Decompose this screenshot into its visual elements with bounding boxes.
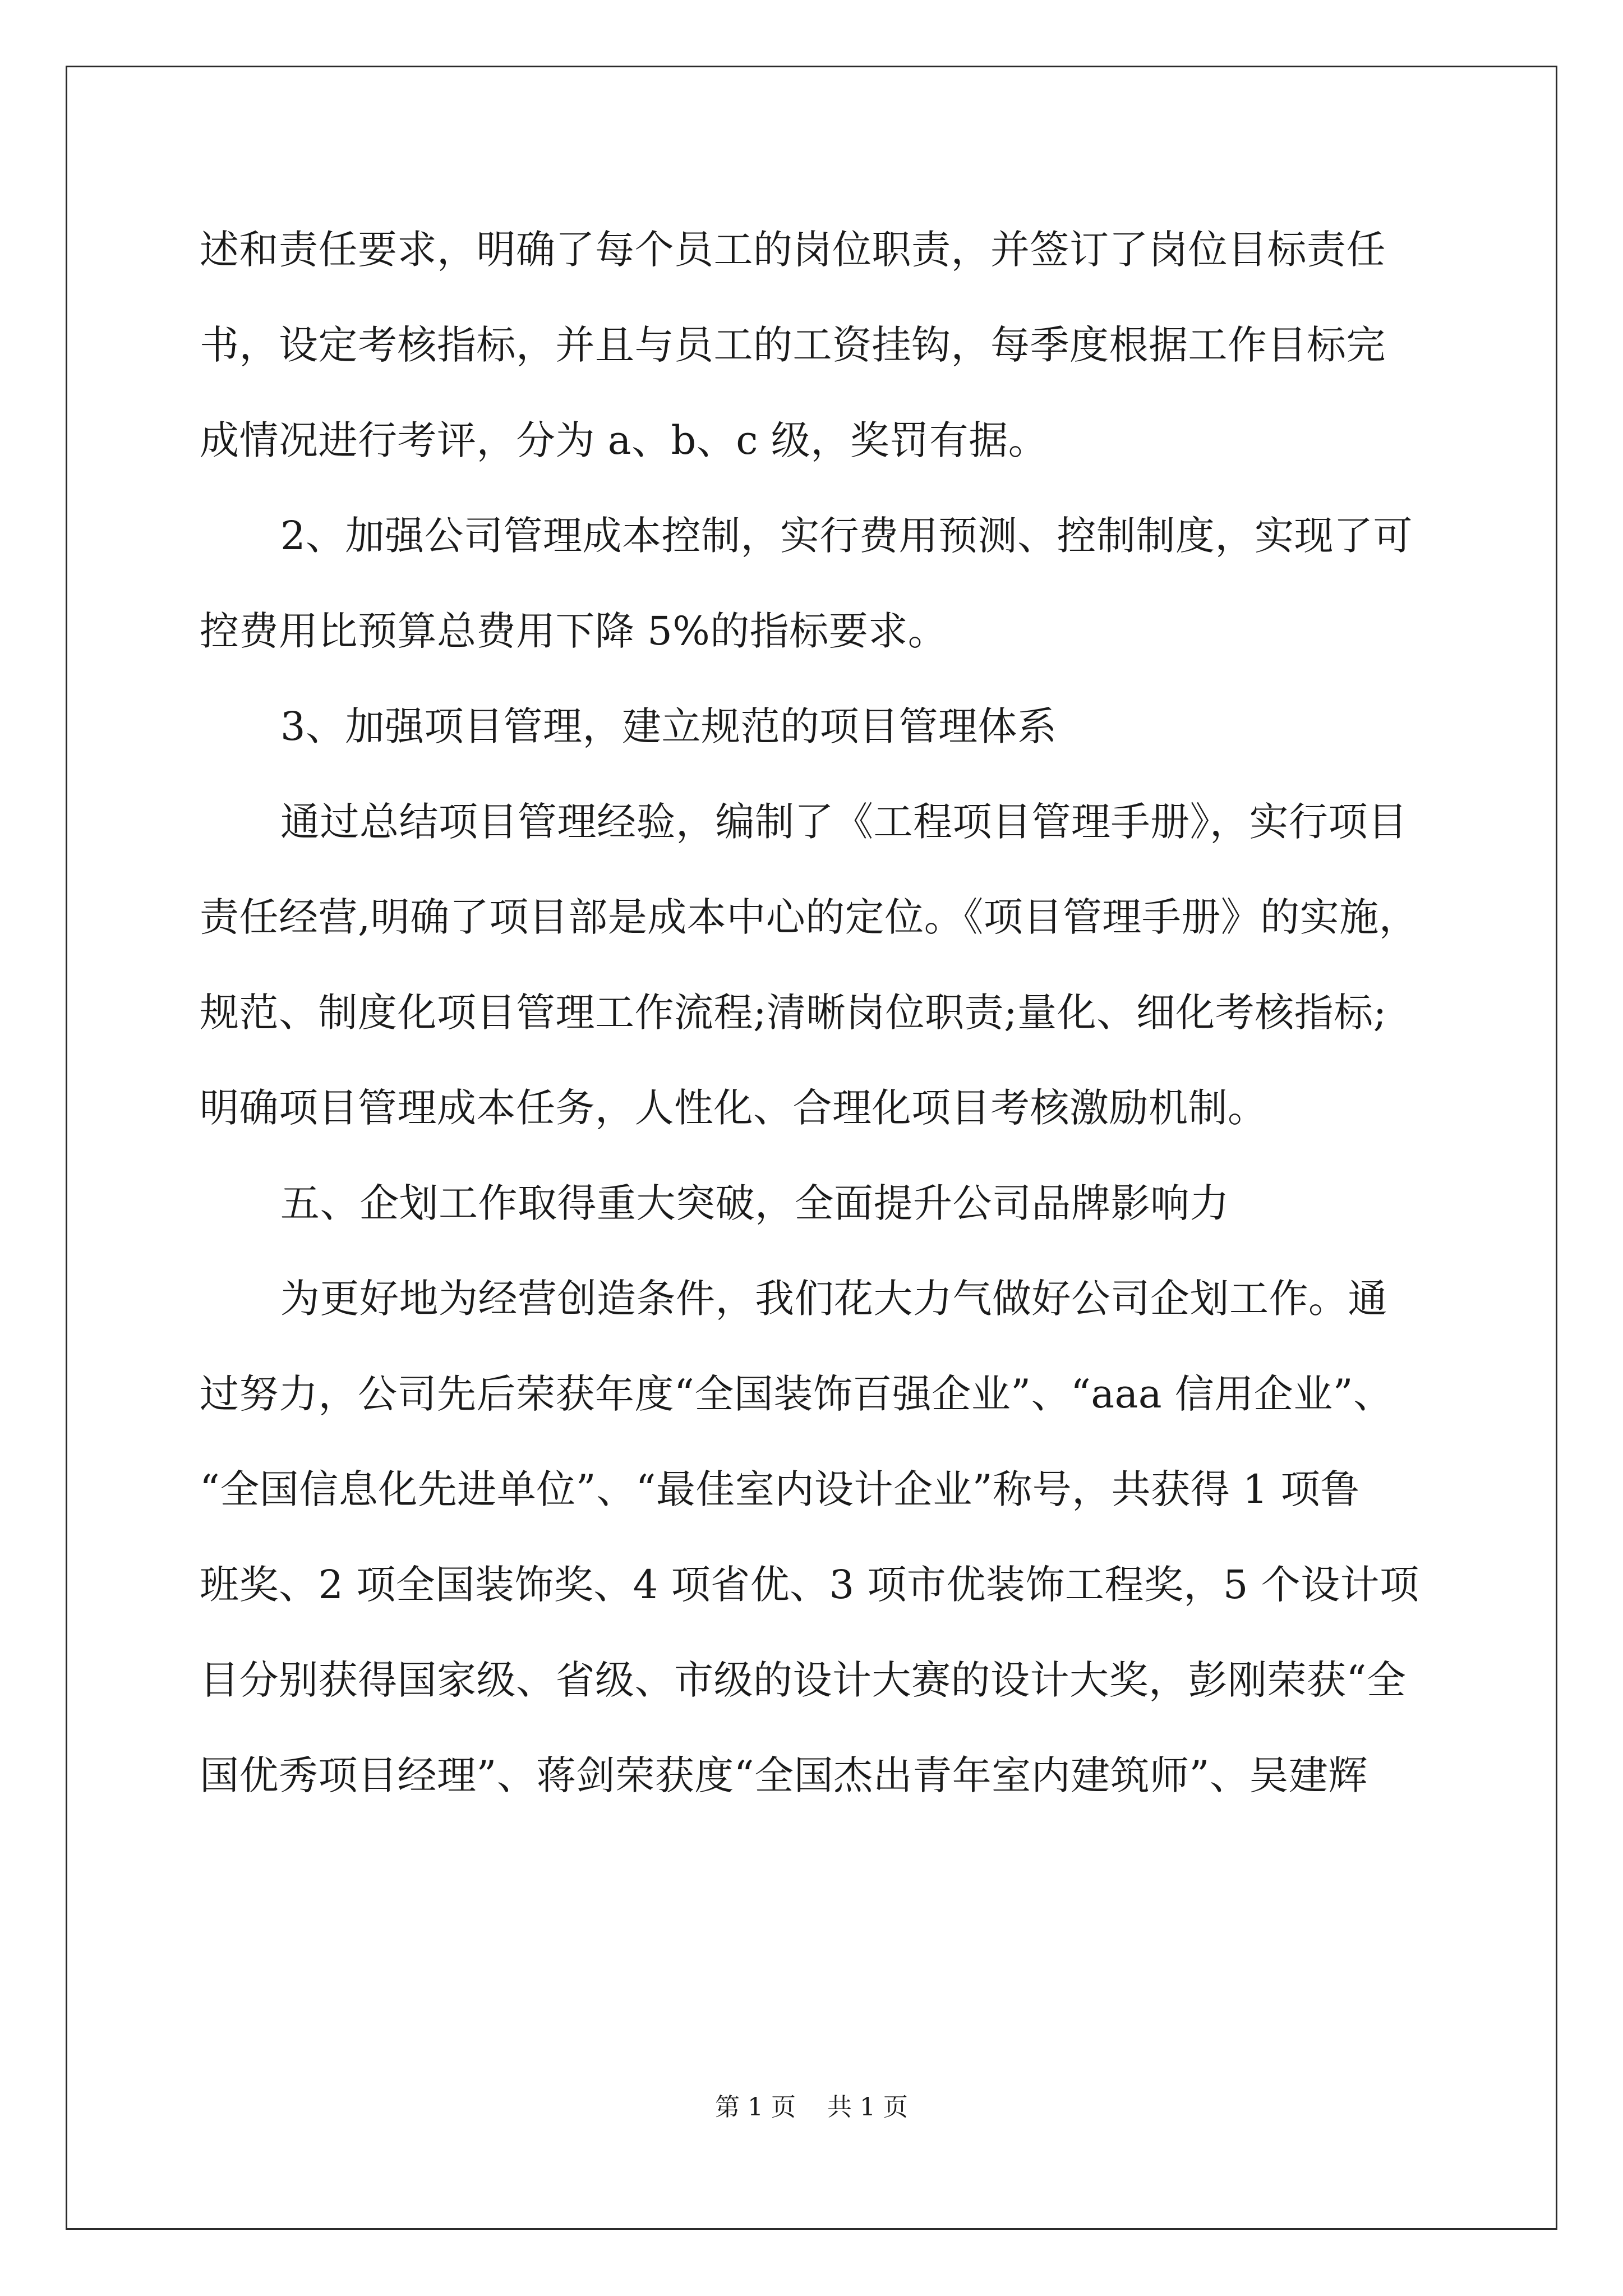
paragraph-start-line: 2、加强公司管理成本控制，实行费用预测、控制制度，实现了可 [280, 513, 1413, 559]
text-line: 规范、制度化项目管理工作流程;清晰岗位职责;量化、细化考核指标; [200, 990, 1387, 1036]
text-line: 成情况进行考评，分为 a、b、c 级，奖罚有据。 [200, 417, 1048, 463]
text-line: 过努力，公司先后荣获年度“全国装饰百强企业”、“aaa 信用企业”、 [200, 1371, 1393, 1417]
text-line: “全国信息化先进单位”、“最佳室内设计企业”称号，共获得 1 项鲁 [200, 1466, 1360, 1512]
section-heading: 五、企划工作取得重大突破，全面提升公司品牌影响力 [280, 1180, 1229, 1226]
page-number-footer: 第 1 页 共 1 页 [715, 2093, 908, 2122]
text-line: 国优秀项目经理”、蒋剑荣获度“全国杰出青年室内建筑师”、吴建辉 [200, 1752, 1368, 1798]
paragraph-start-line: 通过总结项目管理经验，编制了《工程项目管理手册》，实行项目 [280, 799, 1408, 845]
text-line: 明确项目管理成本任务，人性化、合理化项目考核激励机制。 [200, 1085, 1267, 1131]
text-line: 责任经营,明确了项目部是成本中心的定位。《项目管理手册》的实施， [200, 894, 1419, 940]
paragraph-start-line: 为更好地为经营创造条件，我们花大力气做好公司企划工作。通 [280, 1276, 1387, 1322]
text-line: 控费用比预算总费用下降 5%的指标要求。 [200, 608, 948, 654]
text-line: 班奖、2 项全国装饰奖、4 项省优、3 项市优装饰工程奖，5 个设计项 [200, 1562, 1419, 1608]
text-line: 书，设定考核指标，并且与员工的工资挂钩，每季度根据工作目标完 [200, 322, 1386, 368]
text-line: 述和责任要求，明确了每个员工的岗位职责，并签订了岗位目标责任 [200, 227, 1386, 273]
text-line: 目分别获得国家级、省级、市级的设计大赛的设计大奖，彭刚荣获“全 [200, 1657, 1407, 1703]
document-body [200, 202, 1484, 1823]
section-heading: 3、加强项目管理，建立规范的项目管理体系 [280, 703, 1057, 749]
